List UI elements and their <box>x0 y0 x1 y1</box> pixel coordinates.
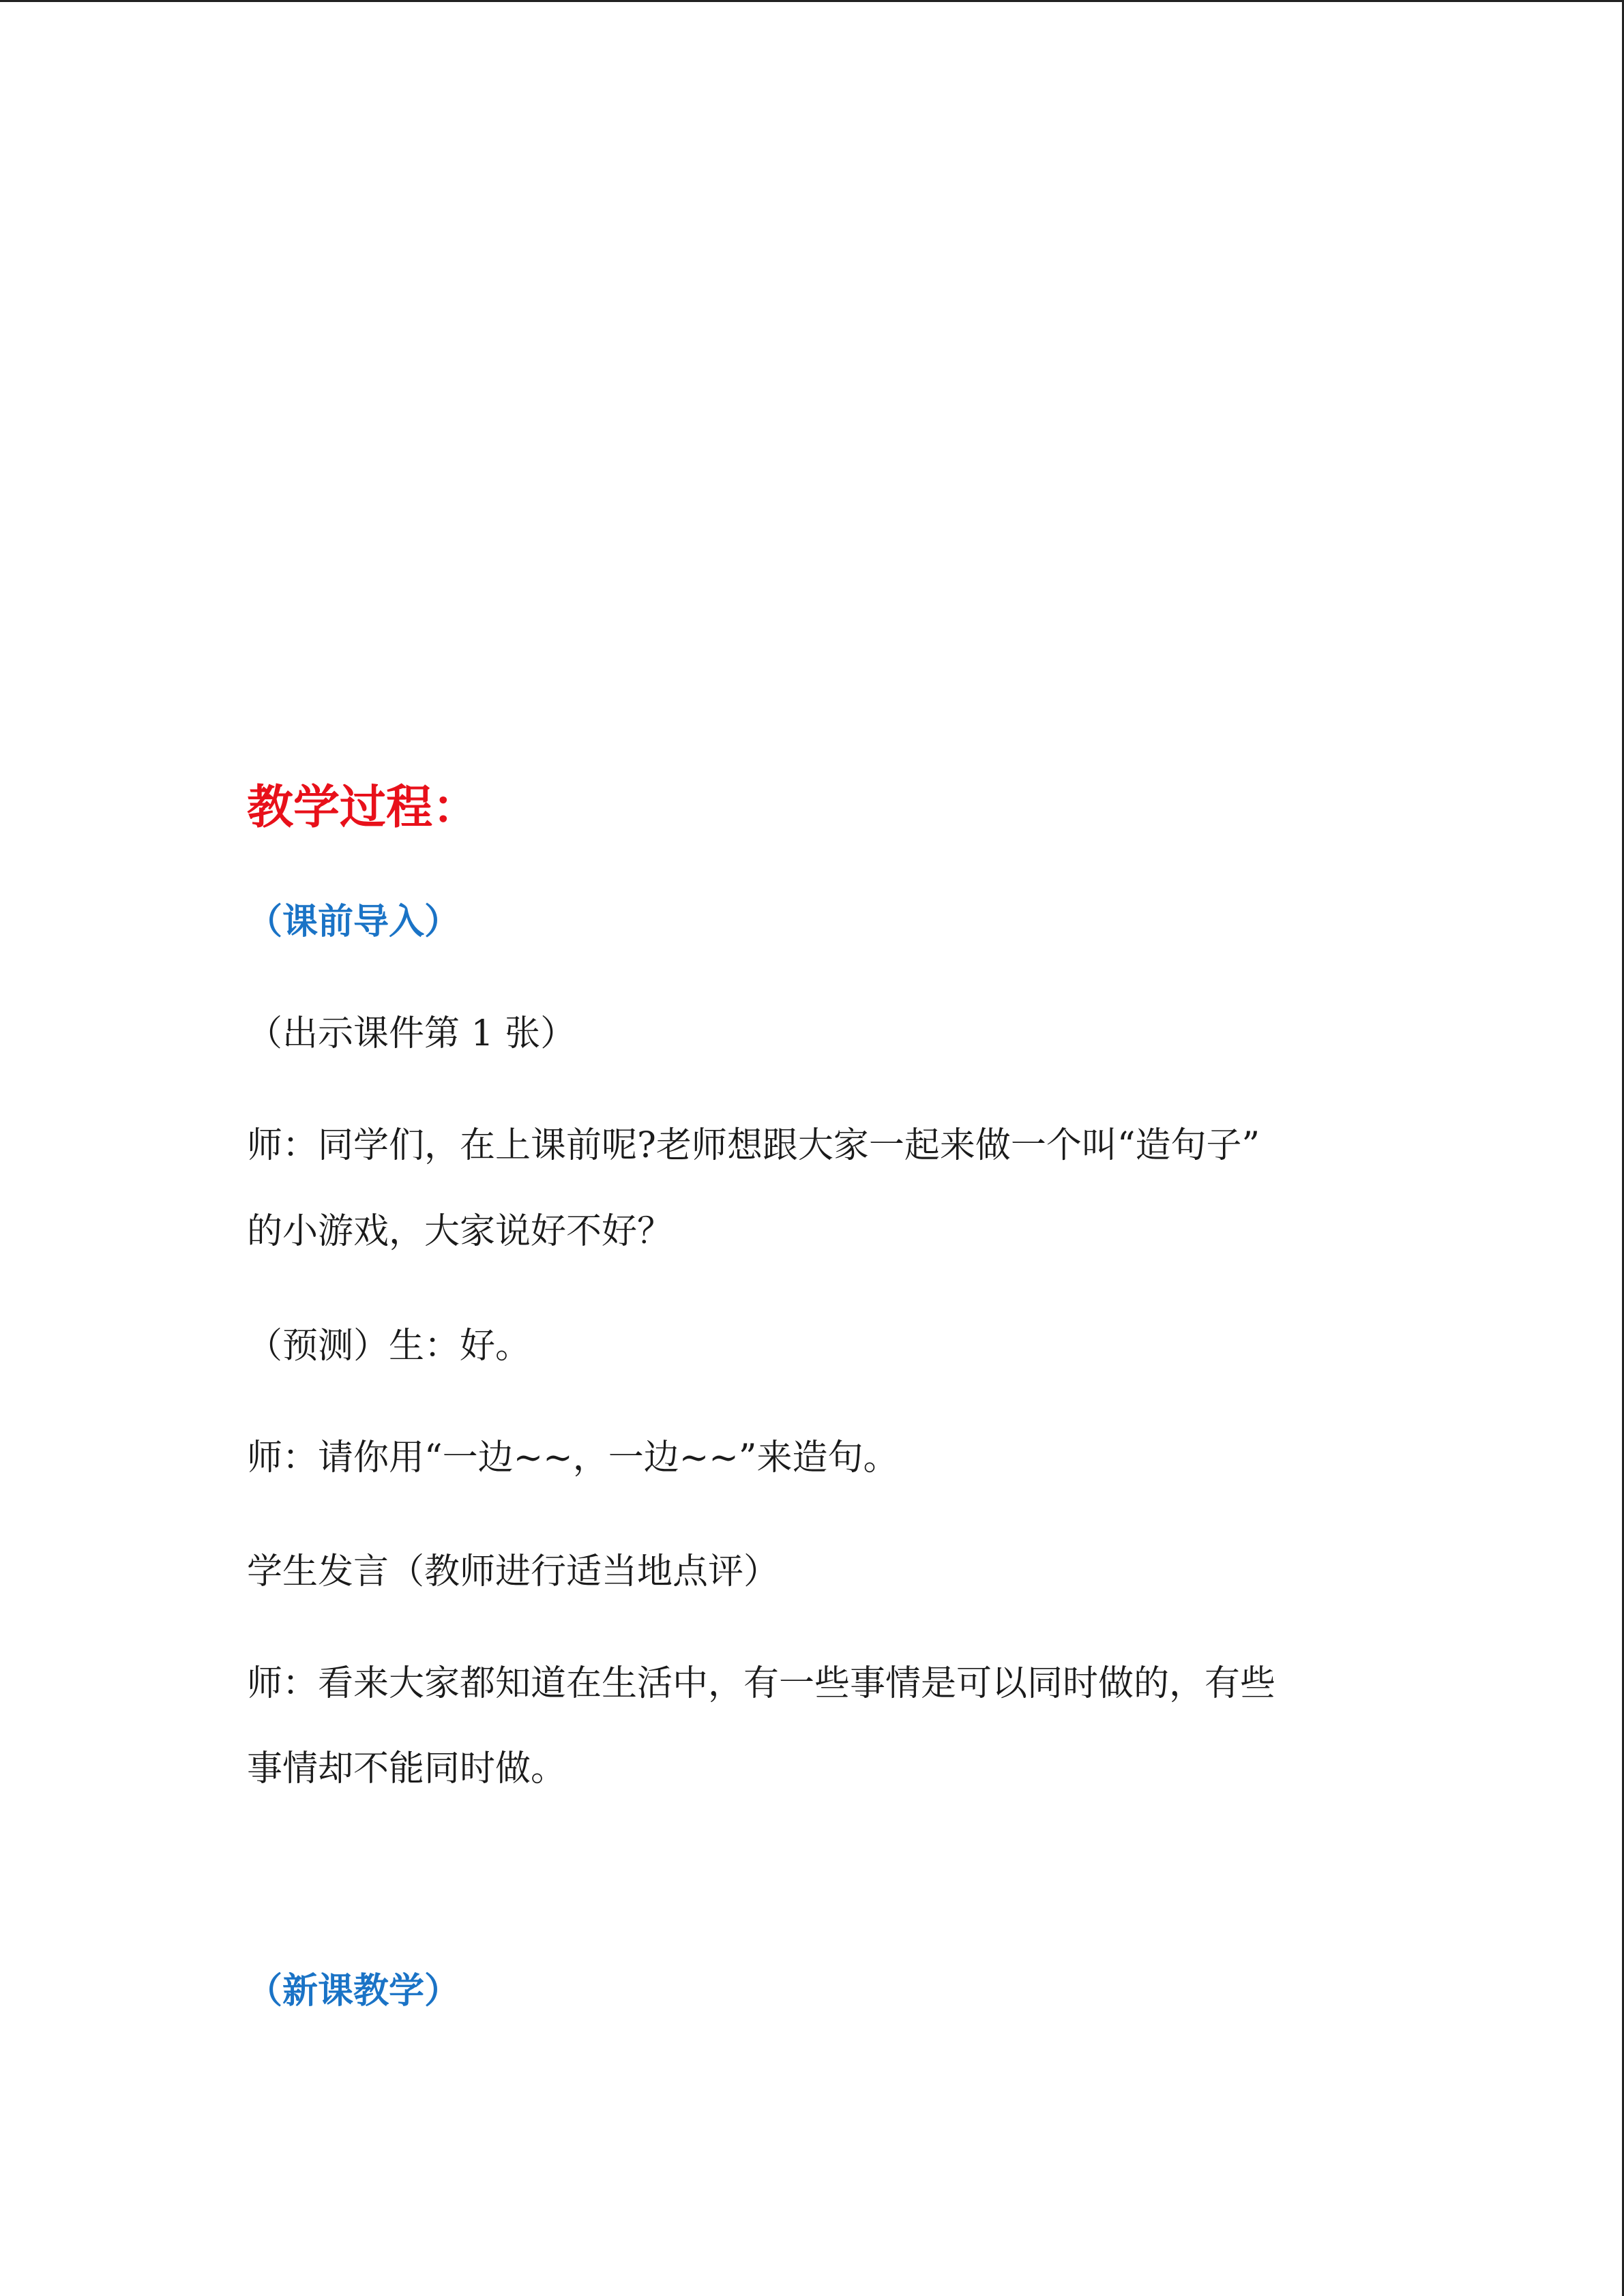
paragraph-line: 师：看来大家都知道在生活中，有一些事情是可以同时做的，有些 <box>247 1663 1276 1704</box>
paragraph-line: 师：请你用“一边~~，一边~~”来造句。 <box>247 1437 899 1478</box>
paragraph-line: （出示课件第 1 张） <box>247 1013 576 1054</box>
page-title: 教学过程： <box>247 780 479 835</box>
paragraph-line: 学生发言（教师进行适当地点评） <box>247 1551 780 1592</box>
paragraph-line: 师：同学们，在上课前呢?老师想跟大家一起来做一个叫“造句子” <box>247 1125 1260 1166</box>
section-heading-intro: （课前导入） <box>247 901 460 942</box>
paragraph-line: （预测）生：好。 <box>247 1326 531 1367</box>
paragraph-line: 事情却不能同时做。 <box>247 1748 567 1789</box>
section-heading-new-lesson: （新课教学） <box>247 1970 460 2012</box>
paragraph-line: 的小游戏，大家说好不好？ <box>247 1211 673 1252</box>
